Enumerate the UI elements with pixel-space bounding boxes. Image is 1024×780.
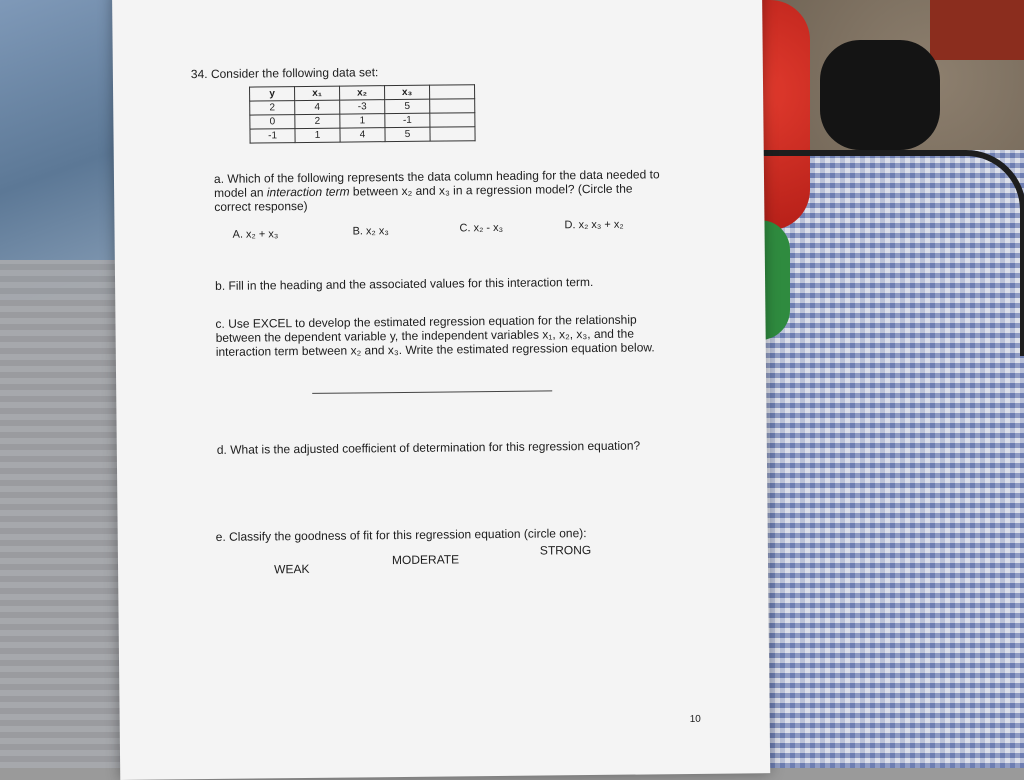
question-title xyxy=(191,65,379,81)
table-cell xyxy=(430,127,475,141)
table-header: x₁ xyxy=(295,86,340,100)
table-cell: -1 xyxy=(385,113,430,127)
table-cell xyxy=(430,99,475,113)
option-moderate: MODERATE xyxy=(391,552,460,568)
option-d: D. x₂ x₃ + x₂ xyxy=(564,218,624,232)
table-cell: 2 xyxy=(295,114,340,128)
part-a-line-2 xyxy=(214,182,633,200)
question-text: Consider the following data set: xyxy=(210,65,379,81)
option-b: B. x₂ x₃ xyxy=(352,225,389,238)
part-a-line-3: correct response) xyxy=(214,198,308,214)
cable xyxy=(740,150,1024,356)
gray-fabric xyxy=(0,260,120,768)
table-row xyxy=(250,127,475,143)
worksheet-paper xyxy=(112,0,770,780)
table-cell: 0 xyxy=(250,115,295,129)
table-cell: 1 xyxy=(340,114,385,128)
page-number: 10 xyxy=(689,713,701,725)
part-c-line-2: between the dependent variable y, the independent variables x₁, x₂, x₃, and the xyxy=(215,326,635,345)
black-object xyxy=(820,40,940,150)
option-c: C. x₂ - x₃ xyxy=(459,221,504,235)
interaction-term-emphasis: interaction term xyxy=(266,184,350,200)
part-c-line-3: interaction term between x₂ and x₃. Write the estimated regression equation below. xyxy=(215,340,655,359)
table-cell: 4 xyxy=(340,128,385,142)
option-a: A. x₂ + x₃ xyxy=(232,228,279,241)
part-c-line-1: c. Use EXCEL to develop the estimated regression equation for the relationship xyxy=(215,312,637,331)
option-strong: STRONG xyxy=(539,543,592,558)
part-a-line-1: a. Which of the following represents the data column heading for the data needed to xyxy=(213,167,660,186)
option-weak: WEAK xyxy=(274,561,310,577)
question-number: 34. xyxy=(190,67,208,82)
wood-surface xyxy=(930,0,1024,60)
table-cell: -3 xyxy=(340,100,385,114)
data-table xyxy=(249,84,476,143)
table-cell: -1 xyxy=(250,129,295,143)
table-cell: 2 xyxy=(250,101,295,115)
table-cell xyxy=(430,113,475,127)
table-header: y xyxy=(250,87,295,101)
table-cell: 5 xyxy=(385,127,430,141)
part-b-line-1: b. Fill in the heading and the associated values for this interaction term. xyxy=(215,274,594,293)
table-cell: 5 xyxy=(385,99,430,113)
part-a-text: between x₂ and x₃ in a regression model? (Circle the xyxy=(349,181,633,199)
part-a-text: model an xyxy=(214,185,267,200)
answer-line xyxy=(312,390,552,394)
table-cell: 4 xyxy=(295,100,340,114)
part-e-line-1: e. Classify the goodness of fit for this regression equation (circle one): xyxy=(215,526,587,544)
part-d-line-1: d. What is the adjusted coefficient of determination for this regression equation? xyxy=(216,438,641,457)
table-header: x₂ xyxy=(340,86,385,100)
table-cell: 1 xyxy=(295,128,340,142)
table-header xyxy=(430,85,475,99)
table-header: x₃ xyxy=(385,85,430,99)
